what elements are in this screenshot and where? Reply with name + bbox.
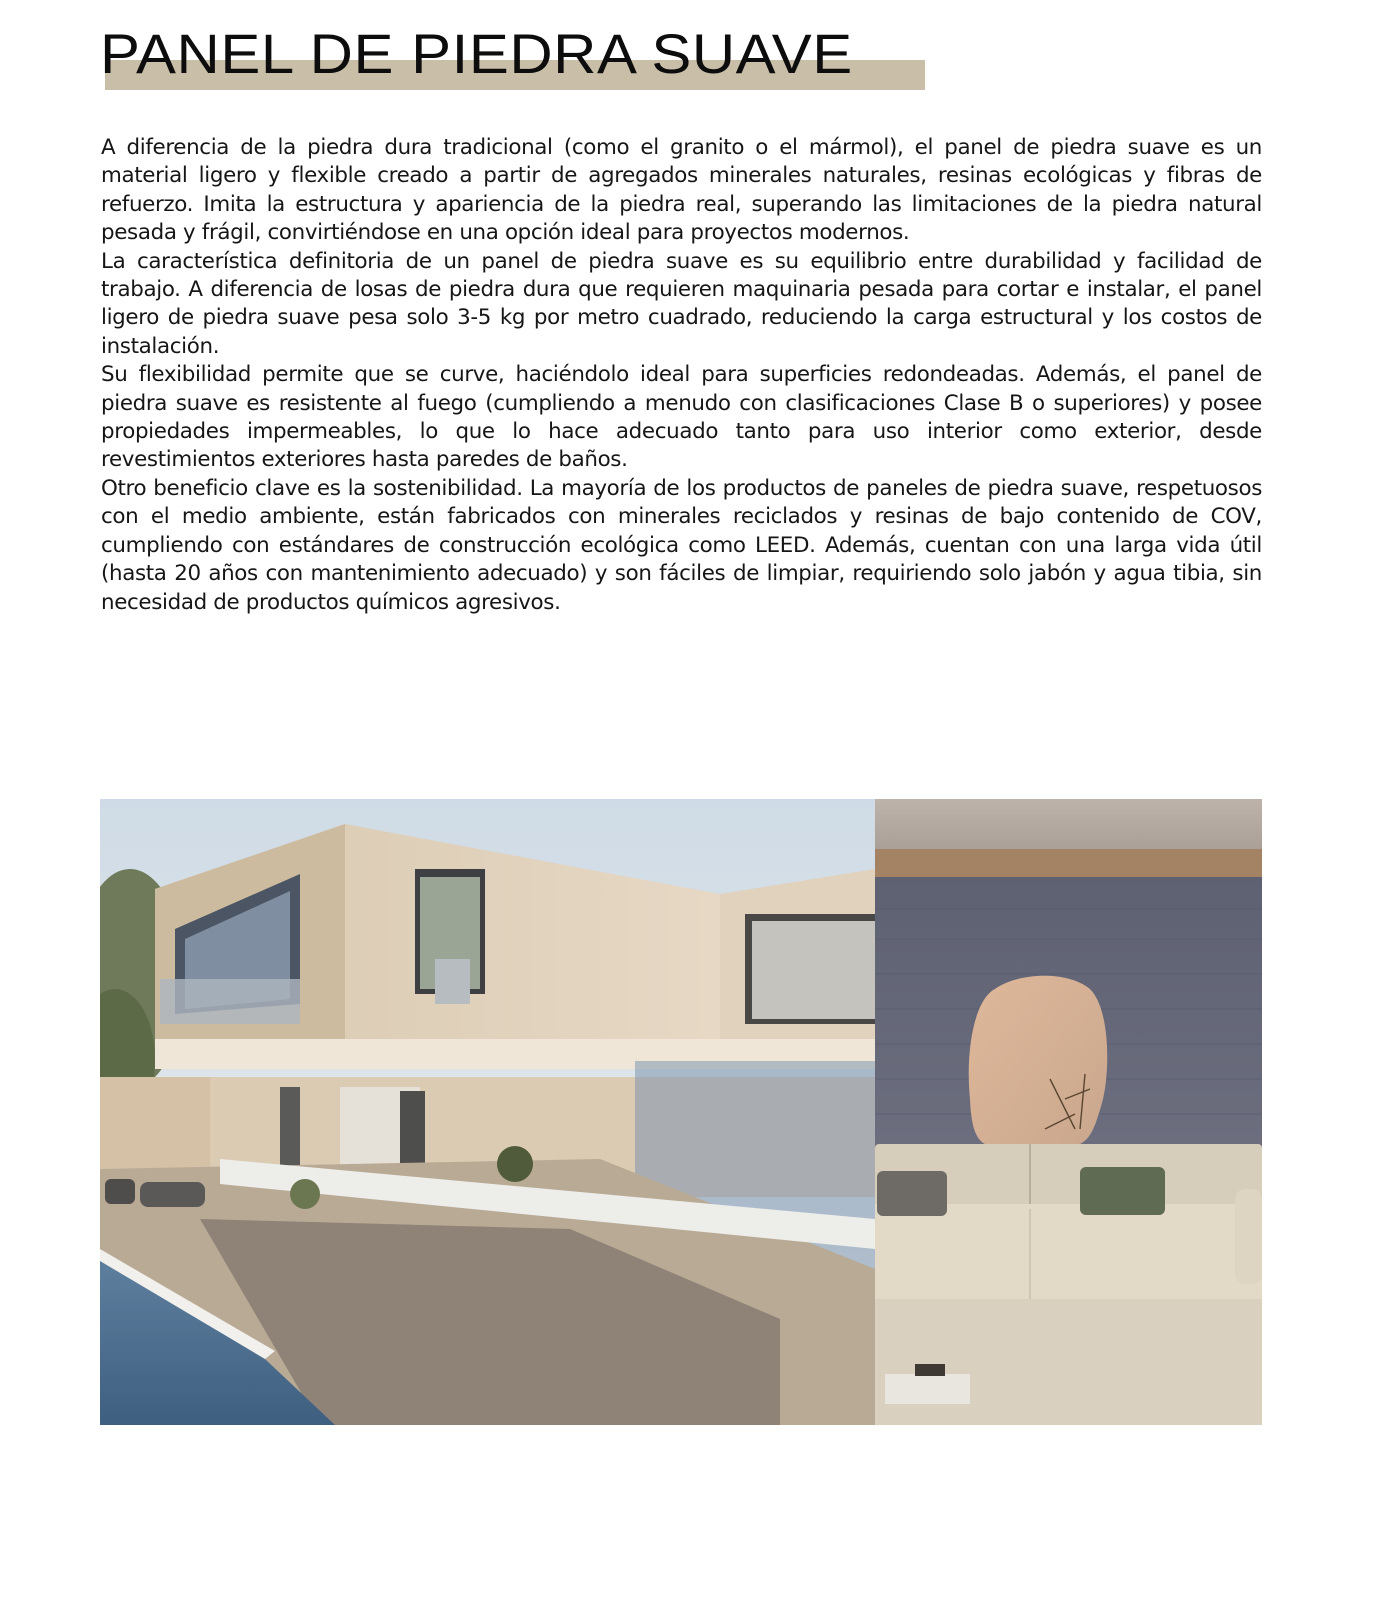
page-title: PANEL DE PIEDRA SUAVE	[100, 22, 853, 85]
exterior-house-photo	[100, 799, 875, 1425]
paragraph-flexibility: Su flexibilidad permite que se curve, haciéndolo ideal para superficies redondeadas. Además, el panel de piedra suave es resistente al fuego (cumpliendo a menudo con clasificaciones Clase B o superiores) y posee propiedades impermeables, lo que lo hace adecuado tanto para uso interior como exterior, desde revestimientos exteriores hasta paredes de baños.	[101, 362, 1262, 473]
page-header	[100, 22, 930, 94]
paragraph-sustainability: Otro beneficio clave es la sostenibilidad. La mayoría de los productos de paneles de piedra suave, respetuosos con el medio ambiente, están fabricados con minerales reciclados y resinas de bajo contenido de COV, cumpliendo con estándares de construcción ecológica como LEED. Además, cuentan con una larga vida útil (hasta 20 años con mantenimiento adecuado) y son fáciles de limpiar, requiriendo solo jabón y agua tibia, sin necesidad de productos químicos agresivos.	[101, 475, 1262, 615]
interior-living-photo	[875, 799, 1262, 1425]
paragraph-durability: La característica definitoria de un panel de piedra suave es su equilibrio entre durabilidad y facilidad de trabajo. A diferencia de losas de piedra dura que requieren maquinaria pesada para cortar e instalar, el panel ligero de piedra suave pesa solo 3-5 kg por metro cuadrado, reduciendo la carga estructural y los costos de instalación.	[101, 248, 1262, 359]
photo-collage	[100, 799, 1262, 1425]
paragraph-intro: A diferencia de la piedra dura tradicional (como el granito o el mármol), el panel de piedra suave es un material ligero y flexible creado a partir de agregados minerales naturales, resinas ecológicas y fibras de refuerzo. Imita la estructura y apariencia de la piedra real, superando las limitaciones de la piedra natural pesada y frágil, convirtiéndose en una opción ideal para proyectos modernos.	[101, 135, 1262, 246]
article-body	[101, 134, 1262, 617]
